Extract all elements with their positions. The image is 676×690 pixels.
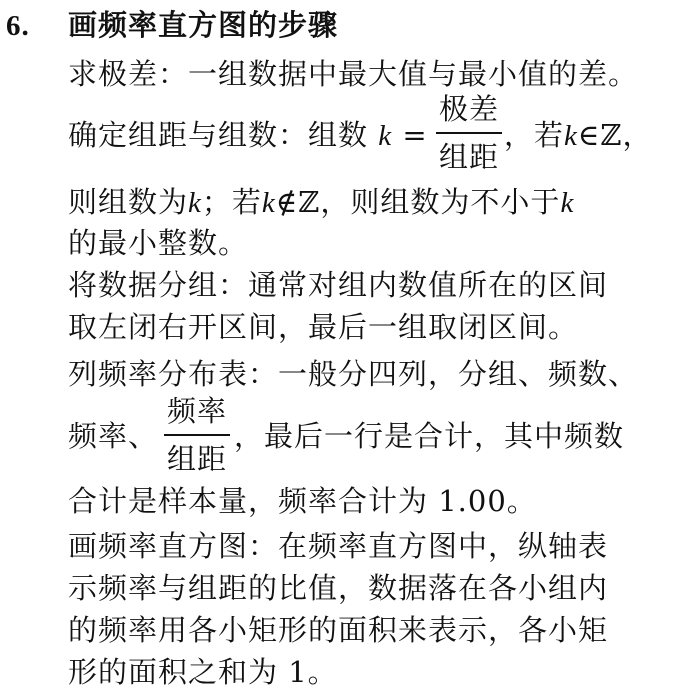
section-heading <box>6 8 338 43</box>
step-histogram-line-4: 形的面积之和为 1。 <box>68 655 338 689</box>
var-k: k <box>560 187 575 219</box>
step-partition-line-1: 将数据分组：通常对组内数值所在的区间 <box>68 268 609 302</box>
step-groups-suffix <box>504 118 653 153</box>
step-histogram-line-2: 示频率与组距的比值，数据落在各小组内 <box>68 571 609 605</box>
step-table-line-2-prefix: 频率、 <box>68 419 159 453</box>
step-histogram-line-1: 画频率直方图：在频率直方图中，纵轴表 <box>68 529 609 563</box>
fraction-bar <box>164 434 230 436</box>
fraction-range-over-width <box>436 92 502 174</box>
section-number: 6. <box>6 10 30 42</box>
text-segment: 则组数为不小于 <box>350 185 561 219</box>
var-k: k <box>188 187 202 219</box>
if-text: ，若 <box>504 118 565 152</box>
section-title: 画频率直方图的步骤 <box>68 8 339 42</box>
step-histogram-line-3: 的频率用各小矩形的面积来表示，各小矩 <box>68 613 609 647</box>
fraction-numerator: 频率 <box>166 394 227 428</box>
fraction-denominator: 组距 <box>438 140 499 174</box>
not-in-integers: ∉ℤ， <box>275 185 351 219</box>
step-partition-line-2: 取左闭右开区间，最后一组取闭区间。 <box>68 310 579 344</box>
var-k: k <box>378 120 393 152</box>
step-groups-line-3 <box>68 185 574 220</box>
in-integers: ∈ℤ， <box>577 118 653 152</box>
step-table-line-1: 列频率分布表：一般分四列，分组、频数、 <box>68 357 639 391</box>
var-k: k <box>564 120 578 152</box>
step-groups-line-4: 的最小整数。 <box>68 226 249 260</box>
fraction-bar <box>436 132 502 134</box>
step-table-line-2-suffix: ，最后一行是合计，其中频数 <box>234 419 625 453</box>
step-table-line-3: 合计是样本量，频率合计为 1.00。 <box>68 484 537 518</box>
fraction-frequency-over-width <box>164 394 230 476</box>
step-groups-label: 确定组距与组数：组数 <box>68 118 369 152</box>
fraction-denominator: 组距 <box>166 442 227 476</box>
step-groups-prefix <box>68 118 428 153</box>
var-k: k <box>261 187 276 219</box>
equals-sign: = <box>402 118 428 152</box>
text-segment: ；若 <box>201 185 262 219</box>
text-segment: 则组数为 <box>68 185 189 219</box>
fraction-numerator: 极差 <box>438 92 499 126</box>
step-range-line: 求极差：一组数据中最大值与最小值的差。 <box>68 57 639 91</box>
